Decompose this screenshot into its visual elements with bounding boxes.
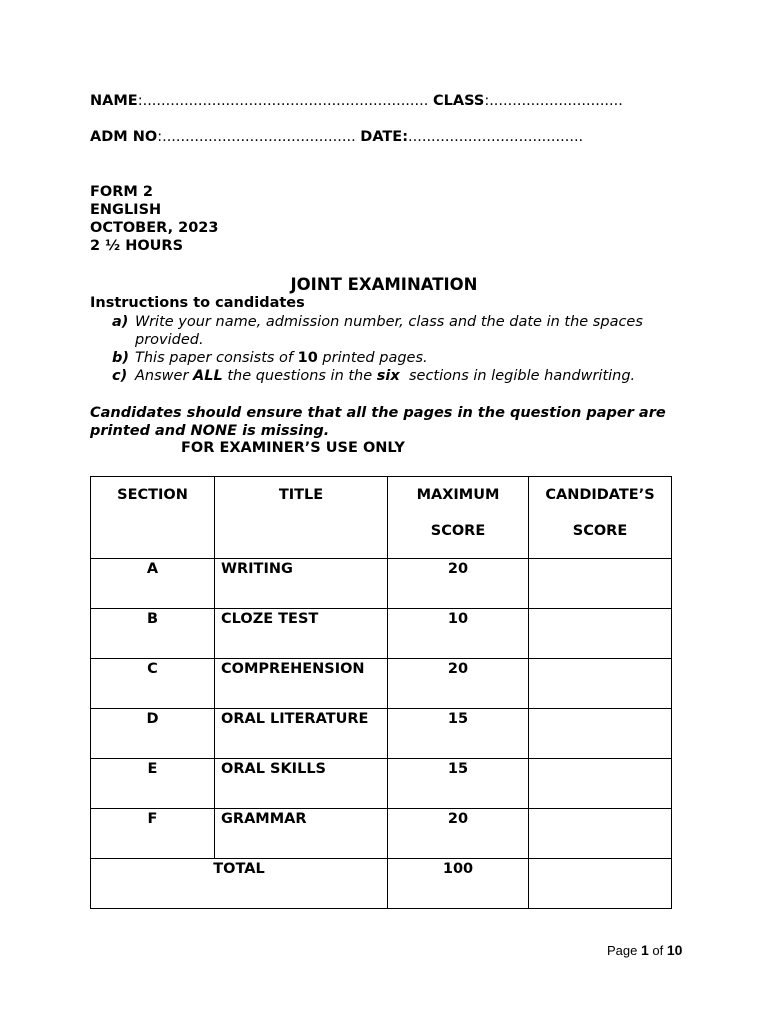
max-score-cell: 10 [388, 609, 529, 659]
name-label: NAME [90, 93, 138, 109]
max-score-cell: 15 [388, 759, 529, 809]
exam-title: JOINT EXAMINATION [290, 275, 478, 294]
max-score-cell: 15 [388, 709, 529, 759]
title-cell: WRITING [215, 559, 388, 609]
header-section [91, 477, 215, 559]
date-label: DATE: [360, 129, 409, 145]
title-cell: GRAMMAR [215, 809, 388, 859]
adm-date-row [90, 128, 623, 164]
candidate-fields [90, 92, 623, 164]
class-label: CLASS [432, 93, 485, 109]
emphasis: six [376, 368, 400, 384]
page-word: Page [607, 943, 641, 958]
table-row [91, 709, 672, 759]
instruction-label: b) [112, 350, 130, 366]
instructions-heading: Instructions to candidates [90, 295, 305, 311]
total-label-cell: TOTAL [91, 859, 388, 909]
title-cell: COMPREHENSION [215, 659, 388, 709]
instruction-text-part: This paper consists of [135, 350, 298, 366]
instruction-label: c) [112, 368, 128, 384]
exam-duration: 2 ½ HOURS [90, 238, 184, 254]
total-row [91, 859, 672, 909]
total-candidate-cell[interactable] [529, 859, 672, 909]
candidate-score-cell[interactable] [529, 709, 672, 759]
exam-meta [90, 183, 219, 255]
adm-blank[interactable]: :.......................................... [157, 129, 356, 145]
header-text: MAXIMUM [416, 487, 500, 503]
section-cell: A [91, 559, 215, 609]
candidate-score-cell[interactable] [529, 609, 672, 659]
instruction-item [112, 349, 682, 367]
table-row [91, 659, 672, 709]
header-candidate-score [529, 477, 672, 559]
table-row [91, 809, 672, 859]
name-class-row [90, 92, 623, 128]
instruction-text [135, 367, 635, 385]
date-blank[interactable]: ...................................... [408, 129, 584, 145]
max-score-cell: 20 [388, 809, 529, 859]
max-score-cell: 20 [388, 659, 529, 709]
page-footer [607, 942, 682, 958]
class-blank[interactable]: :............................. [484, 93, 623, 109]
title-cell: CLOZE TEST [215, 609, 388, 659]
instruction-text [135, 349, 428, 367]
instruction-label: a) [112, 314, 129, 330]
max-score-cell: 20 [388, 559, 529, 609]
adm-label: ADM NO [90, 129, 158, 145]
candidate-score-cell[interactable] [529, 559, 672, 609]
total-max-cell: 100 [388, 859, 529, 909]
instructions-list [112, 313, 682, 385]
table-row [91, 559, 672, 609]
missing-pages-warning: Candidates should ensure that all the pages in the question paper are printed and NONE is missing. [90, 405, 666, 439]
instruction-item [112, 313, 682, 349]
header-max-score [388, 477, 529, 559]
candidate-score-cell[interactable] [529, 759, 672, 809]
header-text: SECTION [117, 487, 188, 503]
emphasis: ALL [193, 368, 223, 384]
header-text: SCORE [572, 523, 628, 539]
instruction-item [112, 367, 682, 385]
instruction-text-part: sections in legible handwriting. [399, 368, 636, 384]
instruction-text-part: printed pages. [317, 350, 428, 366]
header-text: SCORE [430, 523, 486, 539]
form-level: FORM 2 [90, 184, 153, 200]
page-total: 10 [666, 942, 683, 958]
section-cell: D [91, 709, 215, 759]
exam-date: OCTOBER, 2023 [90, 220, 219, 236]
table-header-row [91, 477, 672, 559]
page-number: 1 [640, 942, 649, 958]
name-blank[interactable]: :.............................................................. [137, 93, 429, 109]
table-row [91, 759, 672, 809]
instruction-text-part: the questions in the [222, 368, 377, 384]
page-count: 10 [297, 350, 318, 366]
title-cell: ORAL LITERATURE [215, 709, 388, 759]
section-cell: B [91, 609, 215, 659]
section-cell: C [91, 659, 215, 709]
score-table [90, 476, 672, 909]
section-cell: E [91, 759, 215, 809]
candidate-score-cell[interactable] [529, 659, 672, 709]
title-cell: ORAL SKILLS [215, 759, 388, 809]
header-title [215, 477, 388, 559]
header-text: CANDIDATE’S [545, 487, 655, 503]
examiner-heading: FOR EXAMINER’S USE ONLY [181, 440, 405, 456]
table-row [91, 609, 672, 659]
subject: ENGLISH [90, 202, 162, 218]
header-text: TITLE [278, 487, 324, 503]
of-word: of [648, 943, 667, 958]
section-cell: F [91, 809, 215, 859]
instruction-text-part: Answer [135, 368, 194, 384]
instruction-text: Write your name, admission number, class and the date in the spaces provided. [135, 314, 643, 348]
candidate-score-cell[interactable] [529, 809, 672, 859]
